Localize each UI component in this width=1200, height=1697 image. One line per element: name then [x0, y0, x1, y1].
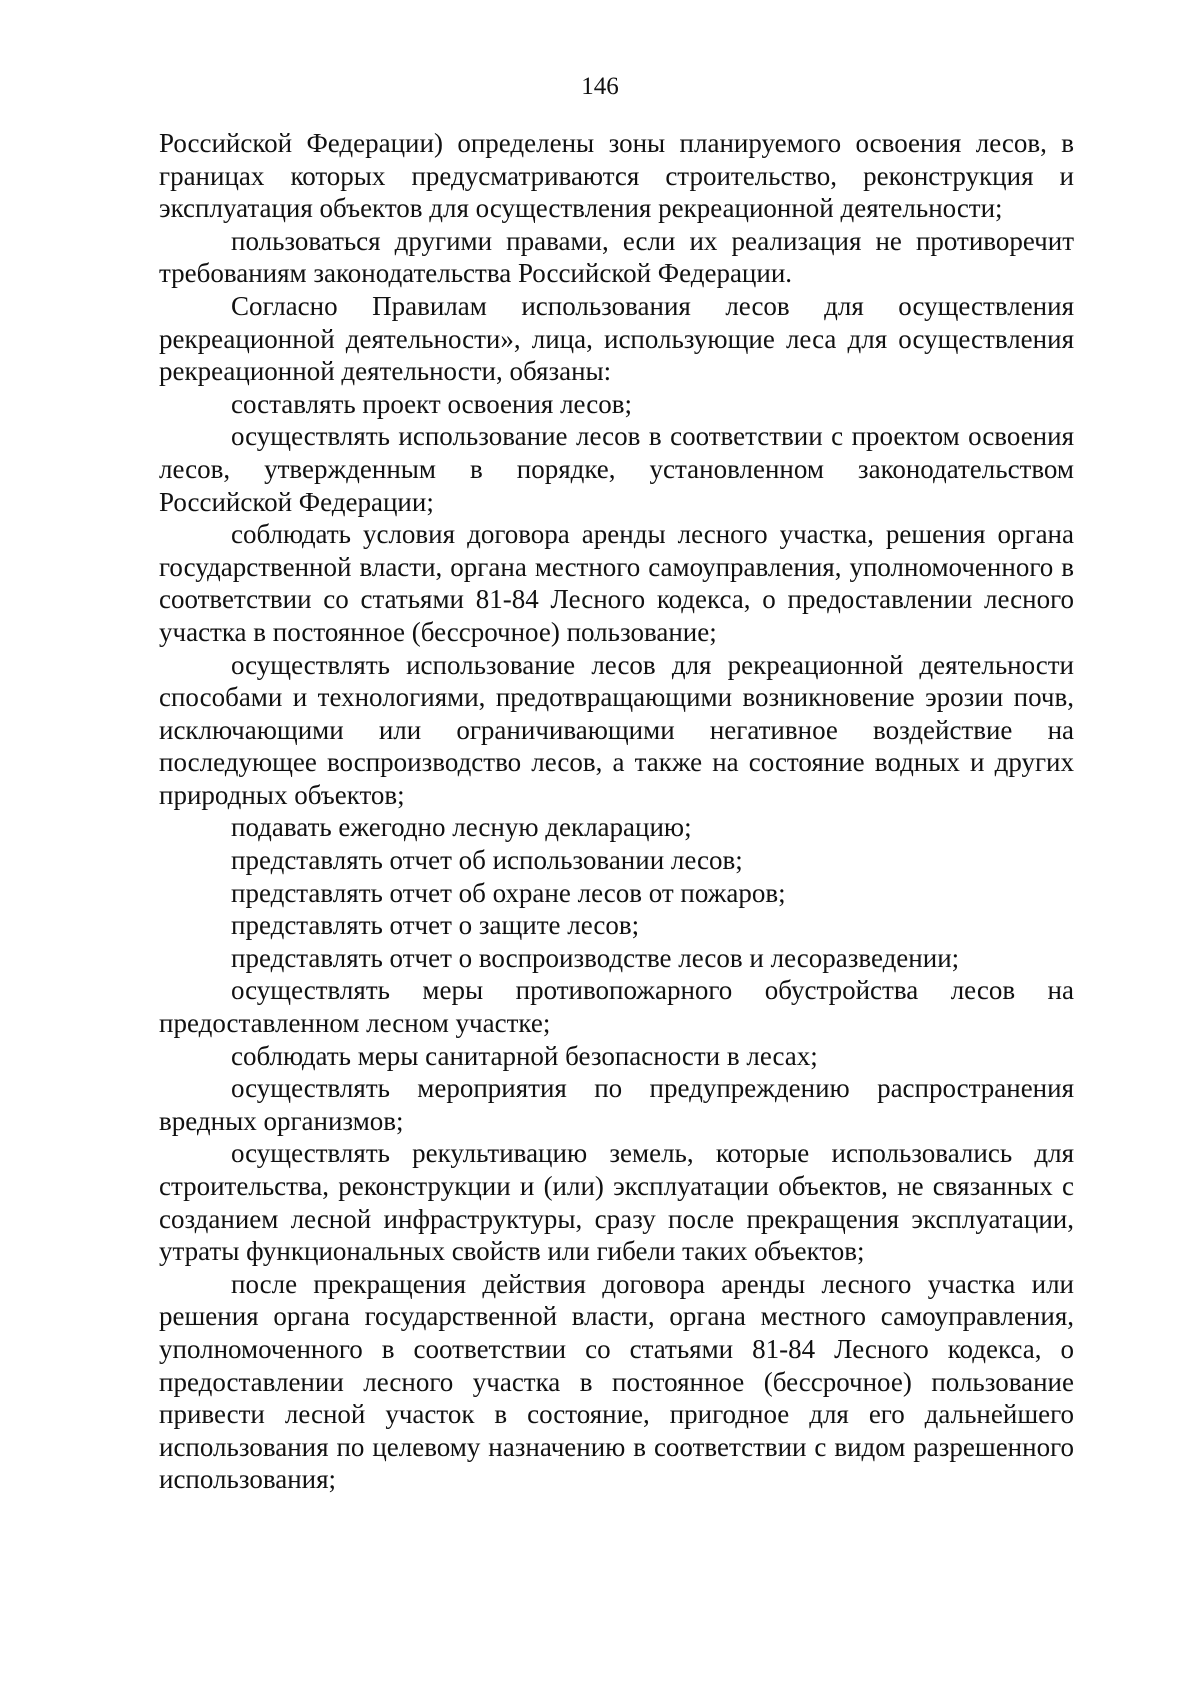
list-item-protection-report: представлять отчет о защите лесов;: [231, 910, 640, 941]
list-item-usage-report: представлять отчет об использовании лесов;: [231, 845, 743, 876]
page-number: 146: [581, 73, 619, 100]
list-item-plot-restoration: после прекращения действия договора аренды лесного участка или решения органа государственной власти, органа местного самоуправления, уполномоченного в соответствии со статьями 81-84 Лесного кодекса, о предоставлении лесного участка в постоянное (бессрочное) пользование привести лесной участок в состояние, пригодное для его дальнейшего использования по целевому назначению в соответствии с видом разрешенного использования;: [159, 1268, 1074, 1495]
list-item-lease-conditions: соблюдать условия договора аренды лесного участка, решения органа государственной власти, органа местного самоуправления, уполномоченного в соответствии со статьями 81-84 Лесного кодекса, о предоставлении лесного участка в постоянное (бессрочное) пользование;: [159, 519, 1074, 647]
list-item-forest-project: составлять проект освоения лесов;: [231, 388, 632, 419]
list-item-fire-report: представлять отчет об охране лесов от пожаров;: [231, 877, 786, 908]
list-item-reproduction-report: представлять отчет о воспроизводстве лесов и лесоразведении;: [231, 942, 960, 973]
document-body: [159, 127, 1074, 1496]
paragraph-continuation: Российской Федерации) определены зоны планируемого освоения лесов, в границах которых предусматриваются строительство, реконструкция и эксплуатация объектов для осуществления рекреационной деятельности;: [159, 128, 1074, 224]
list-item-forest-declaration: подавать ежегодно лесную декларацию;: [231, 812, 692, 843]
list-item-sanitary-safety: соблюдать меры санитарной безопасности в лесах;: [231, 1040, 818, 1071]
list-item-use-per-project: осуществлять использование лесов в соответствии с проектом освоения лесов, утвержденным в порядке, установленном законодательством Российской Федерации;: [159, 421, 1074, 517]
list-item-fire-measures: осуществлять меры противопожарного обустройства лесов на предоставленном лесном участке;: [159, 975, 1074, 1039]
list-item-erosion-prevention: осуществлять использование лесов для рекреационной деятельности способами и технологиями, предотвращающими возникновение эрозии почв, исключающими или ограничивающими негативное воздействие на последующее воспроизводство лесов, а также на состояние водных и других природных объектов;: [159, 649, 1074, 810]
list-item-land-recultivation: осуществлять рекультивацию земель, которые использовались для строительства, реконструкции и (или) эксплуатации объектов, не связанных с созданием лесной инфраструктуры, сразу после прекращения эксплуатации, утраты функциональных свойств или гибели таких объектов;: [159, 1138, 1074, 1267]
paragraph-other-rights: пользоваться другими правами, если их реализация не противоречит требованиям законодательства Российской Федерации.: [159, 225, 1074, 289]
paragraph-rules-intro: Согласно Правилам использования лесов для осуществления рекреационной деятельности», лица, использующие леса для осуществления рекреационной деятельности, обязаны:: [159, 290, 1074, 387]
list-item-pest-prevention: осуществлять мероприятия по предупреждению распространения вредных организмов;: [159, 1073, 1074, 1136]
